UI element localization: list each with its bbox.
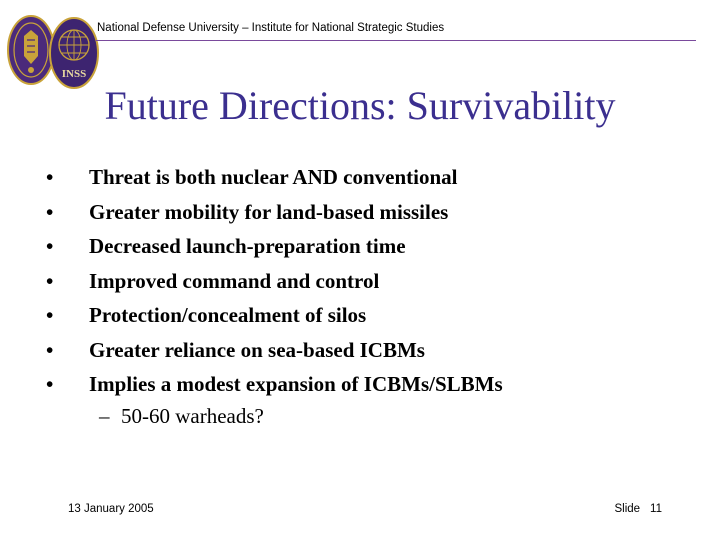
footer-date: 13 January 2005 [68,503,154,515]
bullet-marker: • [46,372,54,396]
footer-slide-number [614,503,662,515]
inss-logo [48,15,100,91]
bullet-marker: • [46,199,54,224]
header-institution: National Defense University – Institute for National Strategic Studies [97,22,445,34]
bullet-marker: • [46,337,54,362]
bullet-text: Greater reliance on sea-based ICBMs [89,337,425,362]
inss-logo-text: INSS [61,68,87,80]
bullet-text: Improved command and control [89,268,380,293]
header-divider [96,40,696,41]
sub-bullet [99,401,264,431]
bullet-text: Protection/concealment of silos [89,303,367,327]
slide-title: Future Directions: Survivability [104,83,616,128]
slide-number: 11 [650,503,662,515]
bullet-text: Greater mobility for land-based missiles [89,199,449,224]
bullet-marker: • [46,303,54,327]
sub-bullet-text: 50-60 warheads? [121,404,264,428]
slide-label: Slide [614,503,641,515]
sub-bullet-dash: – [99,404,110,428]
bullet-marker: • [46,268,54,293]
bullet-text: Threat is both nuclear AND conventional [89,165,458,189]
bullet-marker: • [46,234,54,258]
bullet-marker: • [46,165,54,189]
bullet-text: Implies a modest expansion of ICBMs/SLBMs [89,372,503,396]
bullet-text: Decreased launch-preparation time [89,234,406,258]
